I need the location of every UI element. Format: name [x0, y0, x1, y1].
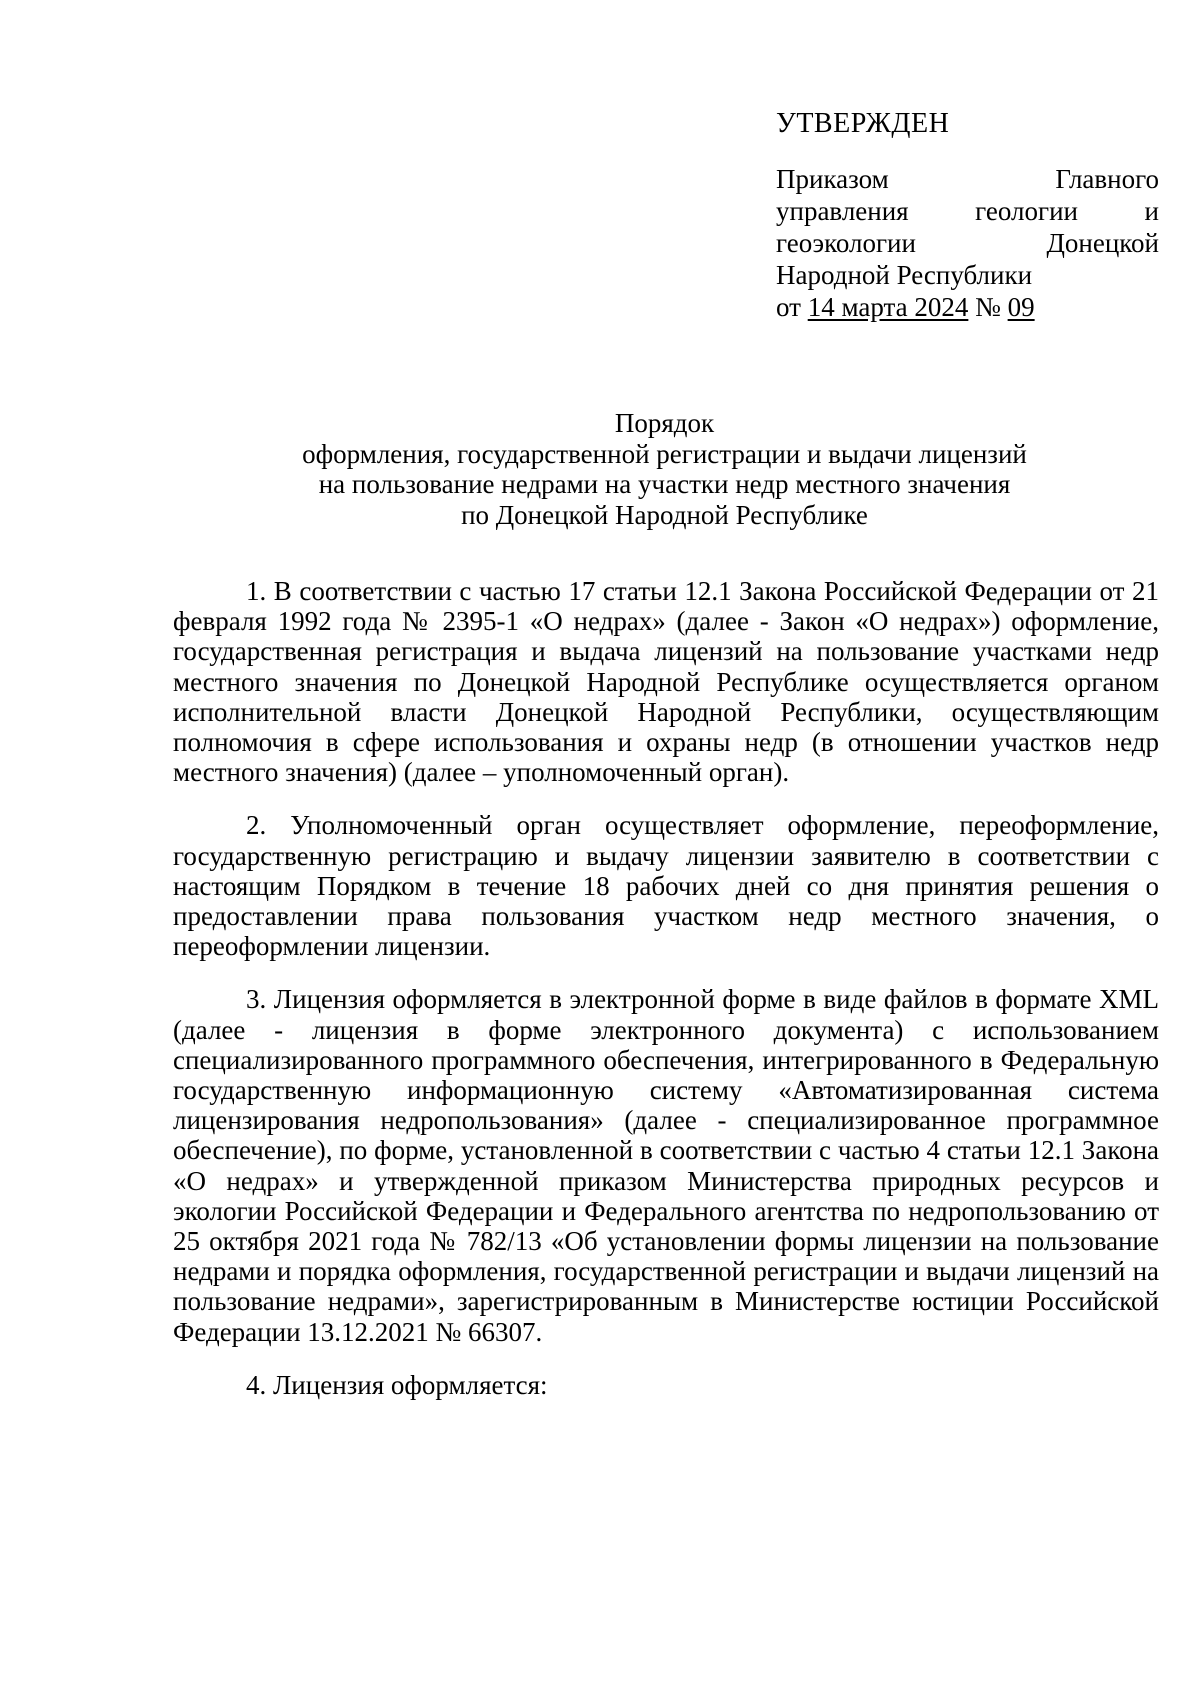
order-date: 14 марта 2024 — [807, 292, 969, 322]
order-line: геоэкологии Донецкой — [776, 228, 1159, 258]
order-line: Приказом Главного — [776, 164, 1159, 194]
approved-heading: УТВЕРЖДЕН — [776, 108, 950, 139]
number-prefix: № — [968, 292, 1008, 322]
title-line: на пользование недрами на участки недр местного значения — [318, 469, 1011, 499]
date-prefix: от — [776, 292, 808, 322]
title-line: Порядок — [614, 408, 715, 438]
document-body — [173, 576, 1159, 1423]
order-line: Народной Республики — [776, 260, 1033, 290]
paragraph-3: 3. Лицензия оформляется в электронной форме в виде файлов в формате XML (далее - лицензия в форме электронного документа) с использованием специализированного программного обеспечения, интегрированного в Федеральную государственную информационную систему «Автоматизированная система лицензирования недропользования» (далее - специализированное программное обеспечение), по форме, установленной в соответствии с частью 4 статьи 12.1 Закона «О недрах» и утвержденной приказом Министерства природных ресурсов и экологии Российской Федерации и Федерального агентства по недропользованию от 25 октября 2021 года № 782/13 «Об установлении формы лицензии на пользование недрами и порядка оформления, государственной регистрации и выдачи лицензий на пользование недрами», зарегистрированным в Министерстве юстиции Российской Федерации 13.12.2021 № 66307. — [173, 984, 1159, 1347]
title-line: по Донецкой Народной Республике — [461, 499, 868, 530]
order-date-line — [776, 291, 1159, 323]
paragraph-4: 4. Лицензия оформляется: — [246, 1369, 548, 1400]
order-line: управления геологии и — [776, 196, 1159, 226]
paragraph-1: 1. В соответствии с частью 17 статьи 12.1 Закона Российской Федерации от 21 февраля 1992 года № 2395-1 «О недрах» (далее - Закон «О недрах») оформление, государственная регистрация и выдача лицензий на пользование участками недр местного значения по Донецкой Народной Республике осуществляется органом исполнительной власти Донецкой Народной Республики, осуществляющим полномочия в сфере использования и охраны недр (в отношении участков недр местного значения) (далее – уполномоченный орган). — [173, 576, 1159, 788]
order-number: 09 — [1007, 292, 1035, 322]
document-title — [170, 408, 1159, 530]
approval-stamp-block — [776, 108, 1159, 323]
paragraph-2: 2. Уполномоченный орган осуществляет оформление, переоформление, государственную регистрацию и выдачу лицензии заявителю в соответствии с настоящим Порядком в течение 18 рабочих дней со дня принятия решения о предоставлении права пользования участком недр местного значения, о переоформлении лицензии. — [173, 810, 1159, 962]
title-line: оформления, государственной регистрации и выдачи лицензий — [302, 438, 1027, 469]
